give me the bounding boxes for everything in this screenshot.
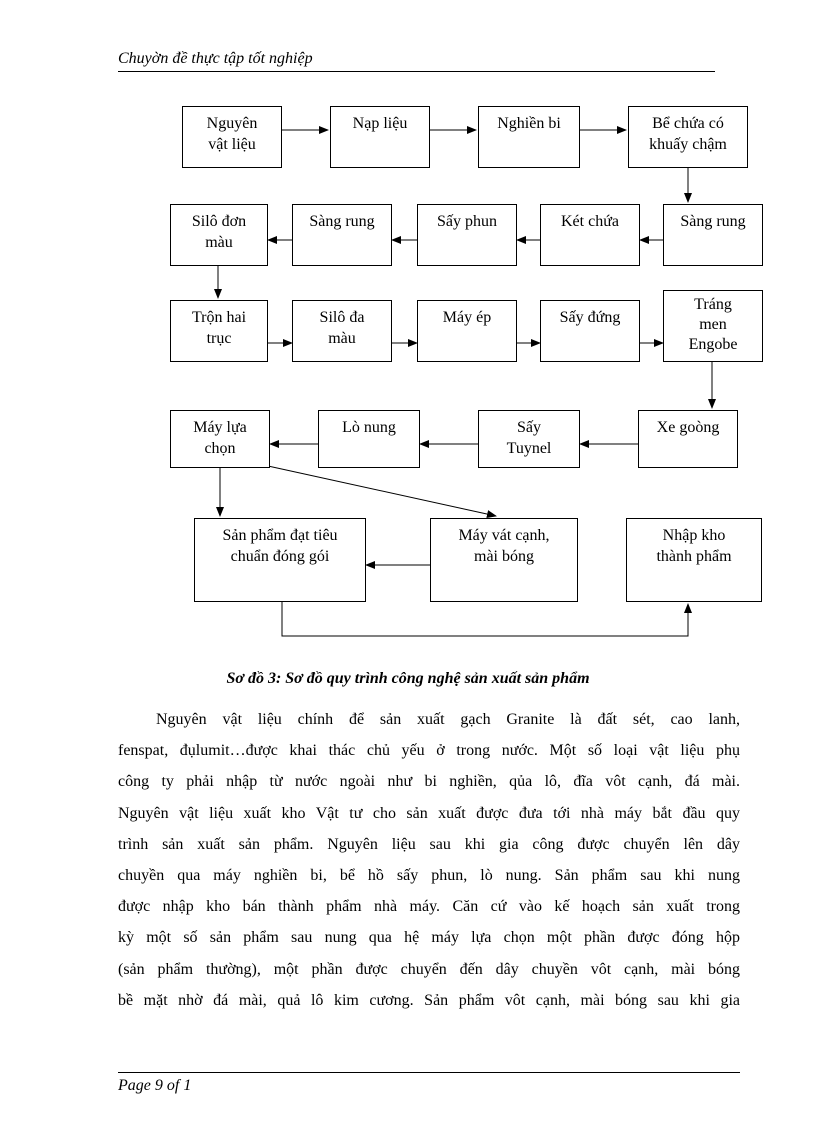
flow-box: Máy ép bbox=[417, 300, 517, 362]
diagram-caption: Sơ đồ 3: Sơ đồ quy trình công nghệ sản xuất sản phẩm bbox=[226, 670, 590, 687]
footer-rule bbox=[118, 1072, 740, 1073]
text-line: Nguyên vật liệu chính để sản xuất gạch Granite là đất sét, cao lanh, bbox=[156, 711, 740, 728]
flow-box: Nguyên vật liệu bbox=[182, 106, 282, 168]
flow-box: Sàng rung bbox=[663, 204, 763, 266]
body-paragraph bbox=[118, 704, 740, 1016]
flow-box: Bể chứa có khuấy chậm bbox=[628, 106, 748, 168]
text-line: bề mặt nhờ đá mài, quả lô kim cương. Sản phẩm vôt cạnh, mài bóng sau khi gia bbox=[118, 991, 740, 1009]
text-line: chuyền qua máy nghiền bi, bể hồ sấy phun, lò nung. Sản phẩm sau khi nung bbox=[118, 866, 740, 884]
flow-box: Lò nung bbox=[318, 410, 420, 468]
header-title: Chuyờn đề thực tập tốt nghiệp bbox=[118, 50, 313, 67]
arrow bbox=[282, 600, 688, 636]
flow-box: Silô đa màu bbox=[292, 300, 392, 362]
flow-box: Nghiền bi bbox=[478, 106, 580, 168]
flow-box: Sản phẩm đạt tiêu chuẩn đóng gói bbox=[194, 518, 366, 602]
flow-box: Máy lựa chọn bbox=[170, 410, 270, 468]
arrow bbox=[268, 466, 496, 516]
text-line: kỳ một số sản phẩm sau nung qua hệ máy lựa chọn một phần được đóng hộp bbox=[118, 929, 740, 947]
flow-box: Trộn hai trục bbox=[170, 300, 268, 362]
flow-box: Tráng men Engobe bbox=[663, 290, 763, 362]
text-line: (sản phẩm thường), một phần được chuyển đến dây chuyền vôt cạnh, mài bóng bbox=[118, 960, 740, 978]
page-number: Page 9 of 1 bbox=[118, 1077, 192, 1094]
text-line: được nhập kho bán thành phẩm nhà máy. Căn cứ vào kế hoạch sản xuất trong bbox=[118, 898, 740, 916]
flow-box: Sàng rung bbox=[292, 204, 392, 266]
flow-box: Sấy phun bbox=[417, 204, 517, 266]
flow-box: Nạp liệu bbox=[330, 106, 430, 168]
text-line: Nguyên vật liệu xuất kho Vật tư cho sản xuất được đưa tới nhà máy bắt đầu quy bbox=[118, 804, 740, 822]
text-line: trình sản xuất sản phẩm. Nguyên liệu sau khi gia công được chuyển lên dây bbox=[118, 835, 740, 853]
flow-box: Silô đơn màu bbox=[170, 204, 268, 266]
flow-box: Sấy đứng bbox=[540, 300, 640, 362]
text-line: fenspat, đụlumit…được khai thác chủ yếu ở trong nước. Một số loại vật liệu phụ bbox=[118, 742, 740, 760]
flow-box: Máy vát cạnh, mài bóng bbox=[430, 518, 578, 602]
flow-box: Xe goòng bbox=[638, 410, 738, 468]
flow-box: Nhập kho thành phẩm bbox=[626, 518, 762, 602]
text-line: công ty phải nhập từ nước ngoài như bi nghiền, qủa lô, đĩa vôt cạnh, đá mài. bbox=[118, 773, 740, 791]
flow-box: Sấy Tuynel bbox=[478, 410, 580, 468]
flow-box: Két chứa bbox=[540, 204, 640, 266]
